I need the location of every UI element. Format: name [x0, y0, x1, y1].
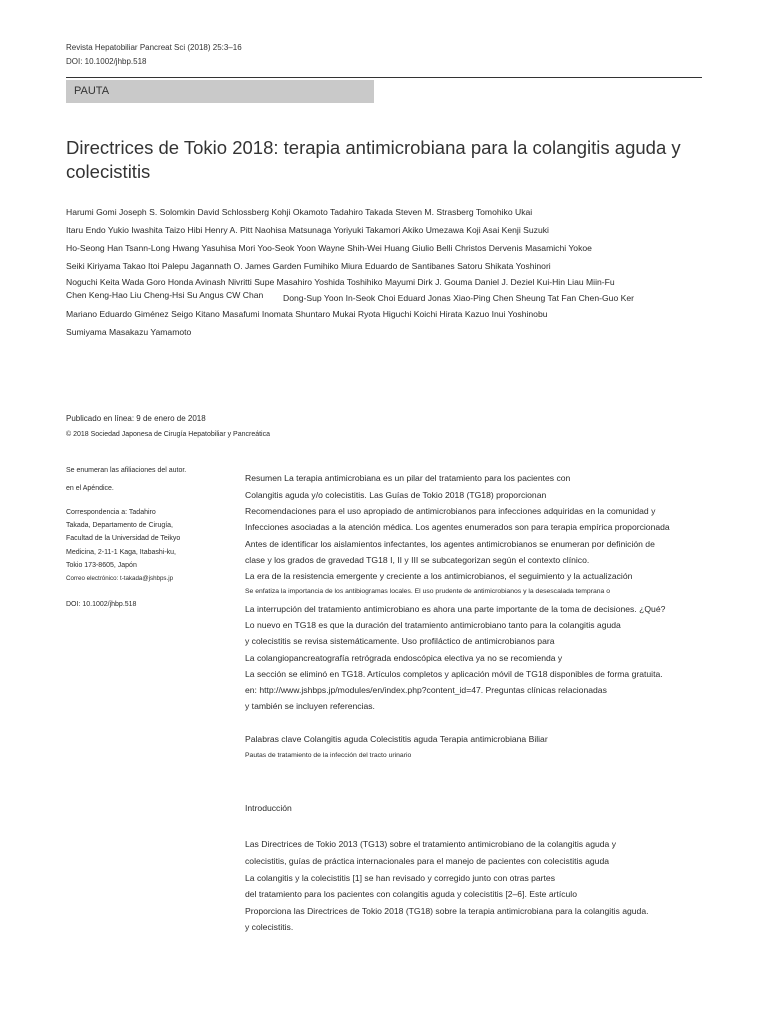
author-line: Harumi Gomi Joseph S. Solomkin David Schlossberg Kohji Okamoto Tadahiro Takada Steven M. Strasberg Tomohiko Ukai [66, 207, 533, 217]
email-line: Correo electrónico: t-takada@jshbps.jp [66, 575, 174, 582]
abstract-line: Antes de identificar los aislamientos infectantes, los agentes antimicrobianos se enumeran por definición de [245, 539, 655, 549]
keywords-line: Pautas de tratamiento de la infección del tracto urinario [245, 752, 412, 759]
introduction-heading: Introducción [245, 803, 292, 813]
body-line: colecistitis, guías de práctica internacionales para el manejo de pacientes con colecistitis aguda [245, 856, 610, 866]
author-line: Ho-Seong Han Tsann-Long Hwang Yasuhisa Mori Yoo-Seok Yoon Wayne Shih-Wei Huang Giulio Belli Christos Dervenis Masamichi Yokoe [66, 243, 592, 253]
abstract-line: y también se incluyen referencias. [245, 701, 375, 711]
correspondence-line: Facultad de la Universidad de Teikyo [66, 535, 181, 542]
affiliation-line: Se enumeran las afiliaciones del autor. [66, 467, 187, 474]
author-line: Itaru Endo Yukio Iwashita Taizo Hibi Henry A. Pitt Naohisa Matsunaga Yoriyuki Takamori Akiko Umezawa Koji Asai Kenji Suzuki [66, 225, 549, 235]
header-rule [66, 77, 702, 78]
abstract-line: Infecciones asociadas a la atención médica. Los agentes enumerados son para terapia empírica proporcionada [245, 522, 670, 532]
abstract-line: La sección se eliminó en TG18. Artículos completos y aplicación móvil de TG18 disponibles de forma gratuita. [245, 669, 663, 679]
published-date: Publicado en línea: 9 de enero de 2018 [66, 414, 206, 423]
author-line: Mariano Eduardo Giménez Seigo Kitano Masafumi Inomata Shuntaro Mukai Ryota Higuchi Koichi Hirata Kazuo Inui Yoshinobu [66, 309, 548, 319]
keywords-line: Palabras clave Colangitis aguda Colecistitis aguda Terapia antimicrobiana Biliar [245, 734, 548, 744]
body-line: del tratamiento para los pacientes con colangitis aguda y colecistitis [2–6]. Este artículo [245, 889, 577, 899]
body-line: y colecistitis. [245, 922, 294, 932]
abstract-line: La interrupción del tratamiento antimicrobiano es ahora una parte importante de la toma de decisiones. ¿Qué? [245, 604, 666, 614]
doi-header: DOI: 10.1002/jhbp.518 [66, 57, 147, 66]
abstract-line: Colangitis aguda y/o colecistitis. Las Guías de Tokio 2018 (TG18) proporcionan [245, 490, 547, 500]
abstract-line: Lo nuevo en TG18 es que la duración del tratamiento antimicrobiano tanto para la colangitis aguda [245, 620, 621, 630]
author-line: Seiki Kiriyama Takao Itoi Palepu Jagannath O. James Garden Fumihiko Miura Eduardo de Santibanes Satoru Shikata Yoshinori [66, 261, 551, 271]
correspondence-line: Medicina, 2-11-1 Kaga, Itabashi-ku, [66, 549, 176, 556]
body-line: Proporciona las Directrices de Tokio 2018 (TG18) sobre la terapia antimicrobiana para la colangitis aguda. [245, 906, 649, 916]
section-label: PAUTA [74, 85, 110, 97]
article-title: Directrices de Tokio 2018: terapia antimicrobiana para la colangitis aguda y colecistitis [66, 137, 681, 182]
abstract-line: clase y los grados de gravedad TG18 I, II y III se subcategorizan según el contexto clínico. [245, 555, 590, 565]
body-line: Las Directrices de Tokio 2013 (TG13) sobre el tratamiento antimicrobiano de la colangitis aguda y [245, 839, 616, 849]
author-line: Sumiyama Masakazu Yamamoto [66, 327, 192, 337]
journal-citation: Revista Hepatobiliar Pancreat Sci (2018) 25:3–16 [66, 43, 242, 52]
abstract-line: La era de la resistencia emergente y creciente a los antimicrobianos, el seguimiento y la actualización [245, 571, 633, 581]
abstract-line: Resumen La terapia antimicrobiana es un pilar del tratamiento para los pacientes con [245, 473, 571, 483]
author-line: Dong-Sup Yoon In-Seok Choi Eduard Jonas Xiao-Ping Chen Sheung Tat Fan Chen-Guo Ker [283, 293, 634, 303]
affiliation-line: en el Apéndice. [66, 485, 114, 492]
abstract-line: y colecistitis se revisa sistemáticamente. Uso profiláctico de antimicrobianos para [245, 636, 555, 646]
correspondence-line: Takada, Departamento de Cirugía, [66, 522, 174, 529]
author-line: Noguchi Keita Wada Goro Honda Avinash Nivritti Supe Masahiro Yoshida Toshihiko Mayumi Dirk J. Gouma Daniel J. Deziel Kui-Hin Liau Miin-Fu [66, 277, 615, 287]
copyright-notice: © 2018 Sociedad Japonesa de Cirugía Hepatobiliar y Pancreática [66, 431, 271, 438]
correspondence-line: Correspondencia a: Tadahiro [66, 509, 156, 516]
author-line: Chen Keng-Hao Liu Cheng-Hsi Su Angus CW Chan [66, 290, 264, 300]
correspondence-line: Tokio 173-8605, Japón [66, 562, 137, 569]
abstract-line: La colangiopancreatografía retrógrada endoscópica electiva ya no se recomienda y [245, 653, 563, 663]
section-banner [66, 80, 374, 103]
body-line: La colangitis y la colecistitis [1] se han revisado y corregido junto con otras partes [245, 873, 556, 883]
doi-sidebar: DOI: 10.1002/jhbp.518 [66, 601, 137, 608]
abstract-line: en: http://www.jshbps.jp/modules/en/index.php?content_id=47. Preguntas clínicas relacionadas [245, 685, 607, 695]
abstract-line: Recomendaciones para el uso apropiado de antimicrobianos para infecciones adquiridas en la comunidad y [245, 506, 656, 516]
abstract-line: Se enfatiza la importancia de los antibiogramas locales. El uso prudente de antimicrobianos y la desescalada temprana o [245, 588, 610, 595]
